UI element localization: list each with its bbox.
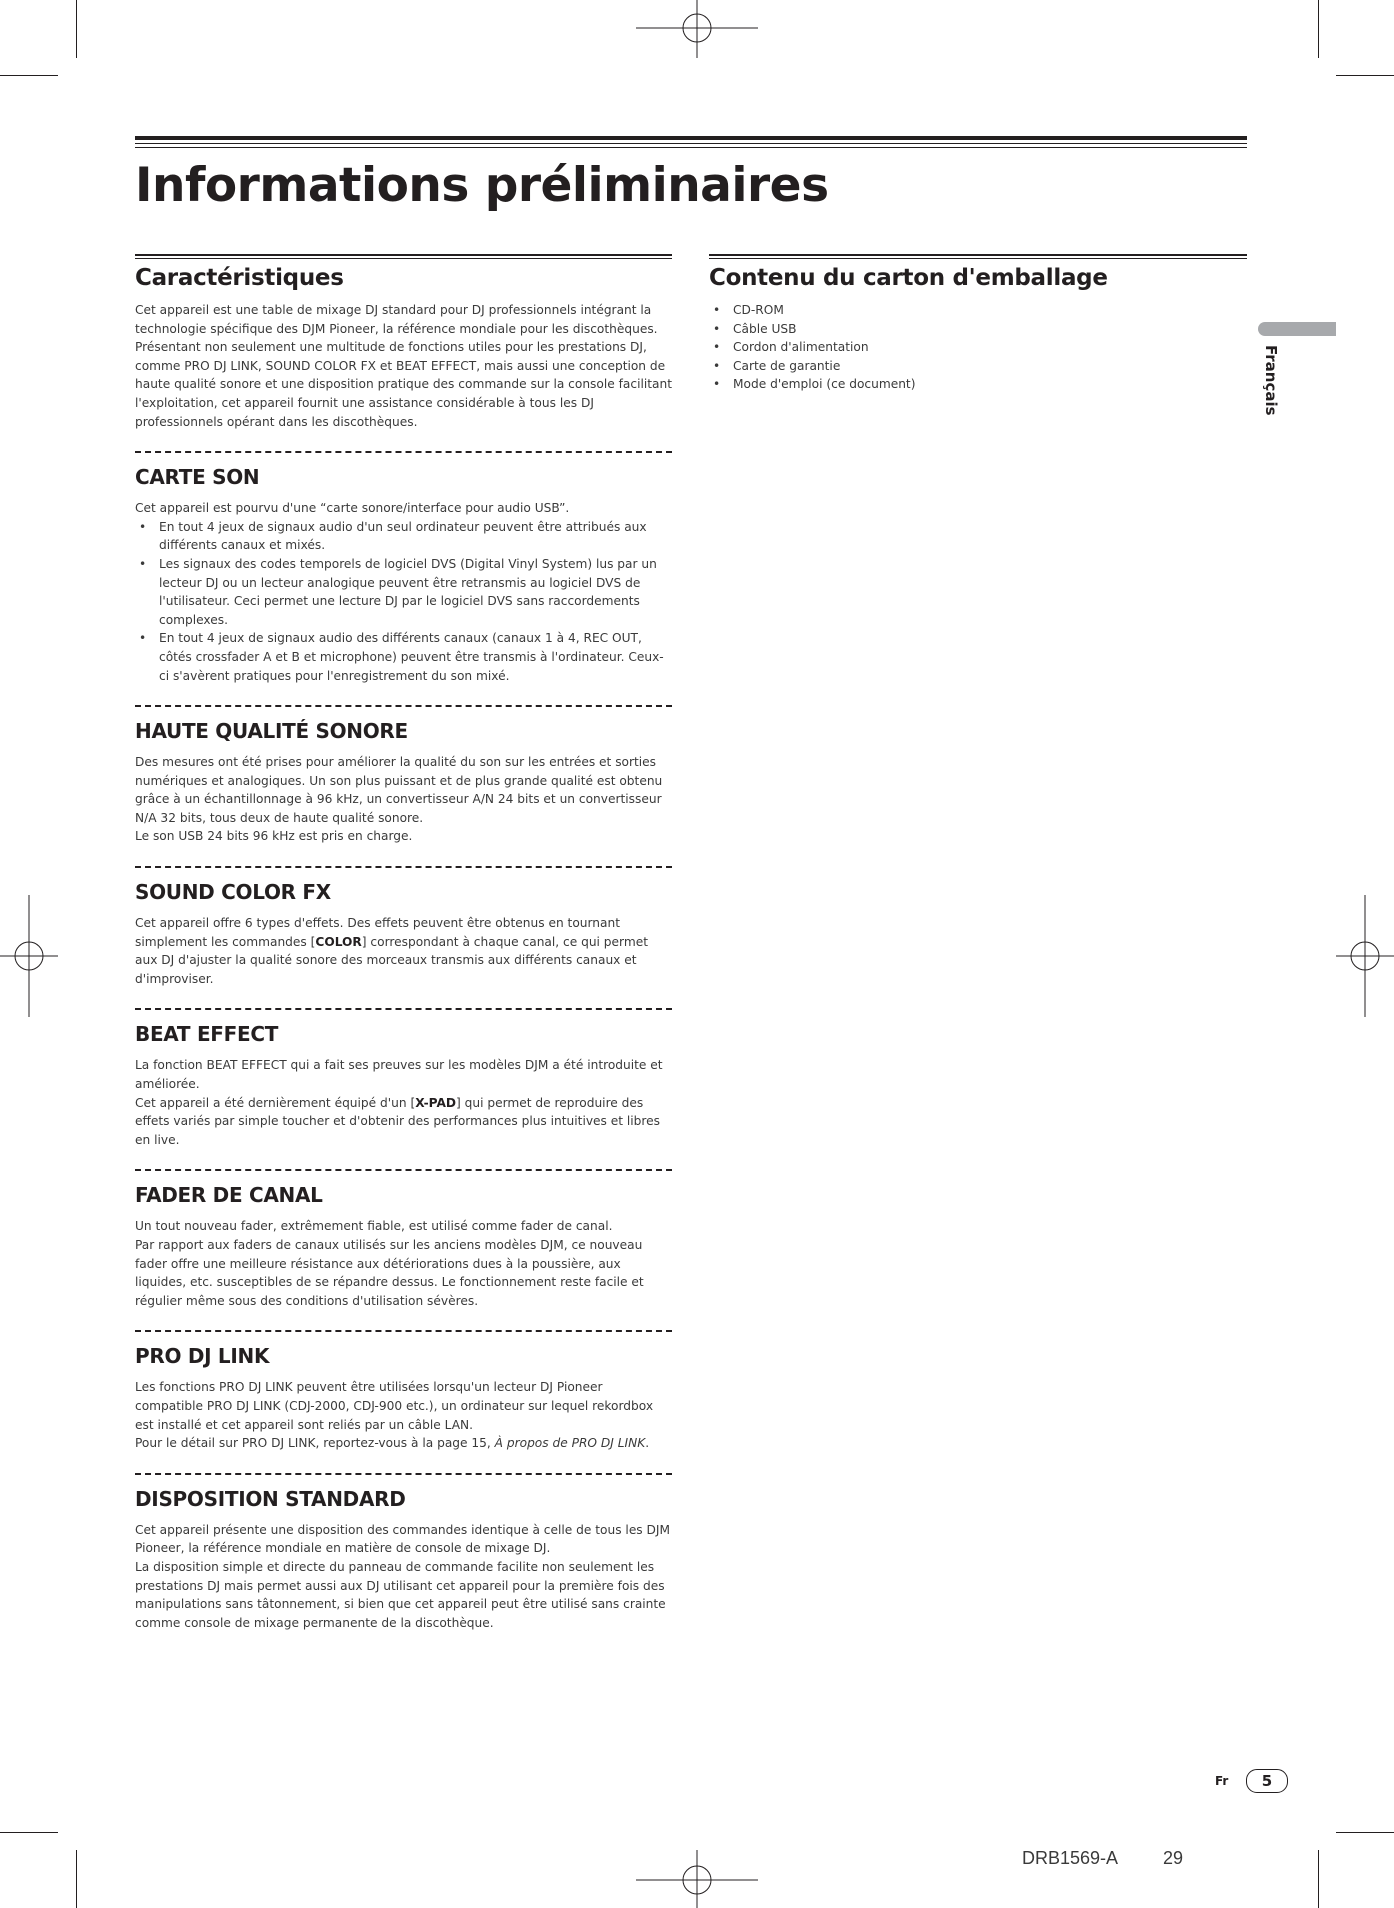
pro-dj-link-text [135, 1378, 672, 1452]
list-item: • Mode d'emploi (ce document) [709, 375, 1247, 394]
print-page-number: 29 [1163, 1848, 1184, 1868]
document-code: DRB1569-A [1022, 1848, 1119, 1868]
section-rule [135, 258, 672, 259]
list-item: • Les signaux des codes temporels de logiciel DVS (Digital Vinyl System) lus par un lecteur DJ ou un lecteur analogique peuvent être retransmis au logiciel DVS de l'utilisateur. Ceci permet une lecture DJ par le logiciel DVS sans raccordements complexes. [135, 555, 672, 629]
sound-color-fx-text [135, 914, 672, 988]
text-run: ] qui permet de reproduire des effets variés par simple toucher et d'obtenir des performances plus intuitives et libres en live. [135, 1095, 661, 1147]
list-item: • CD-ROM [709, 301, 1247, 320]
text-run: Cet appareil offre 6 types d'effets. Des effets peuvent être obtenus en tournant simplement les commandes [ [135, 916, 620, 949]
paragraph-line: Le son USB 24 bits 96 kHz est pris en charge. [135, 829, 413, 844]
section-heading-haute-qualite: HAUTE QUALITÉ SONORE [135, 719, 408, 744]
haute-qualite-text [135, 753, 672, 846]
section-heading-disposition-standard: DISPOSITION STANDARD [135, 1486, 406, 1511]
paragraph-line: La fonction BEAT EFFECT qui a fait ses preuves sur les modèles DJM a été introduite et améliorée. [135, 1058, 663, 1092]
registration-mark-top [636, 0, 758, 58]
right-column [709, 254, 1247, 394]
dashed-divider [135, 1330, 672, 1332]
section-heading-beat-effect: BEAT EFFECT [135, 1022, 279, 1047]
language-label: Français [1262, 345, 1280, 416]
title-rule [135, 136, 1247, 148]
registration-mark-right [1336, 895, 1394, 1017]
section-rule [135, 254, 672, 256]
list-item: • Carte de garantie [709, 357, 1247, 376]
crop-mark [1318, 1850, 1319, 1908]
section-heading-carte-son: CARTE SON [135, 465, 260, 490]
package-contents-heading: Contenu du carton d'emballage [709, 265, 1108, 291]
list-item: • Cordon d'alimentation [709, 338, 1247, 357]
text-run: Cet appareil a été dernièrement équipé d'un [ [135, 1095, 416, 1110]
crop-mark [76, 0, 77, 58]
dashed-divider [135, 451, 672, 453]
features-heading: Caractéristiques [135, 265, 344, 291]
package-contents-list [709, 301, 1247, 394]
paragraph-line: Un tout nouveau fader, extrêmement fiable, est utilisé comme fader de canal. [135, 1219, 613, 1234]
paragraph-line: Par rapport aux faders de canaux utilisés sur les anciens modèles DJM, ce nouveau fader offre une meilleure résistance aux détériorations dues à la poussière, aux liquides, etc. susceptibles de se répandre dessus. Le fonctionnement reste facile et régulier même sous des conditions d'utilisation sévères. [135, 1238, 644, 1308]
features-text: Cet appareil est une table de mixage DJ standard pour DJ professionnels intégrant la technologie spécifique des DJM Pioneer, la référence mondiale pour les discothèques. Présentant non seulement une multitude de fonctions utiles pour les prestations DJ, comme PRO DJ LINK, SOUND COLOR FX et BEAT EFFECT, mais aussi une conception de haute qualité sonore et une disposition pratique des commande sur la console facilitant l'exploitation, cet appareil fournit une assistance considérable à tous les DJ professionnels opérant dans les discothèques. [135, 303, 672, 429]
crop-mark [0, 1832, 58, 1833]
dashed-divider [135, 1473, 672, 1475]
beat-effect-text [135, 1056, 672, 1149]
text-run: ] correspondant à chaque canal, ce qui permet aux DJ d'ajuster la qualité sonore des morceaux transmis aux différents canaux et d'improviser. [135, 934, 648, 986]
section-rule [709, 254, 1247, 256]
paragraph-line: Des mesures ont été prises pour améliorer la qualité du son sur les entrées et sorties numériques et analogiques. Un son plus puissant et de plus grande qualité est obtenu grâce à un échantillonnage à 96 kHz, un convertisseur A/N 24 bits et un convertisseur N/A 32 bits, tous deux de haute qualité sonore. [135, 755, 663, 825]
footer-language-code: Fr [1215, 1774, 1229, 1788]
section-heading-sound-color-fx: SOUND COLOR FX [135, 880, 331, 905]
x-pad-keyword: X-PAD [415, 1095, 457, 1110]
dashed-divider [135, 1008, 672, 1010]
text-run: Pour le détail sur PRO DJ LINK, reportez-vous à la page 15, [135, 1436, 495, 1451]
crop-mark [76, 1850, 77, 1908]
page-title: Informations préliminaires [135, 158, 829, 213]
paragraph-line: Cet appareil présente une disposition des commandes identique à celle de tous les DJM Pioneer, la référence mondiale en matière de console de mixage DJ. [135, 1522, 671, 1556]
left-column [135, 254, 672, 1632]
registration-mark-left [0, 895, 58, 1017]
list-item: • Câble USB [709, 320, 1247, 339]
fader-de-canal-text [135, 1217, 672, 1310]
list-item: • En tout 4 jeux de signaux audio des différents canaux (canaux 1 à 4, REC OUT, côtés crossfader A et B et microphone) peuvent être transmis à l'ordinateur. Ceux-ci s'avèrent pratiques pour l'enregistrement du son mixé. [135, 629, 672, 685]
carte-son-intro: Cet appareil est pourvu d'une “carte sonore/interface pour audio USB”. [135, 501, 570, 516]
paragraph-line: La disposition simple et directe du panneau de commande facilite non seulement les prestations DJ mais permet aussi aux DJ utilisant cet appareil pour la première fois des manipulations sans tâtonnement, si bien que cet appareil peut être utilisé sans crainte comme console de mixage permanente de la discothèque. [135, 1559, 666, 1630]
paragraph-line: Les fonctions PRO DJ LINK peuvent être utilisées lorsqu'un lecteur DJ Pioneer compatible PRO DJ LINK (CDJ-2000, CDJ-900 etc.), un ordinateur sur lequel rekordbox est installé et cet appareil sont reliés par un câble LAN. [135, 1380, 654, 1432]
crop-mark [1336, 1832, 1394, 1833]
carte-son-list [135, 518, 672, 685]
dashed-divider [135, 705, 672, 707]
page-number-badge: 5 [1246, 1769, 1288, 1793]
crop-mark [1336, 75, 1394, 76]
crop-mark [1318, 0, 1319, 58]
list-item: • En tout 4 jeux de signaux audio d'un seul ordinateur peuvent être attribués aux différents canaux et mixés. [135, 518, 672, 555]
language-tab-marker [1258, 322, 1336, 336]
language-tab-label [1262, 345, 1292, 425]
section-heading-fader-de-canal: FADER DE CANAL [135, 1183, 323, 1208]
registration-mark-bottom [636, 1850, 758, 1908]
page-reference-link[interactable]: À propos de PRO DJ LINK [494, 1436, 646, 1451]
crop-mark [0, 75, 58, 76]
dashed-divider [135, 866, 672, 868]
section-heading-pro-dj-link: PRO DJ LINK [135, 1344, 270, 1369]
text-run: . [645, 1436, 650, 1451]
section-rule [709, 258, 1247, 259]
color-control-keyword: COLOR [315, 934, 362, 949]
disposition-standard-text [135, 1521, 672, 1633]
dashed-divider [135, 1169, 672, 1171]
